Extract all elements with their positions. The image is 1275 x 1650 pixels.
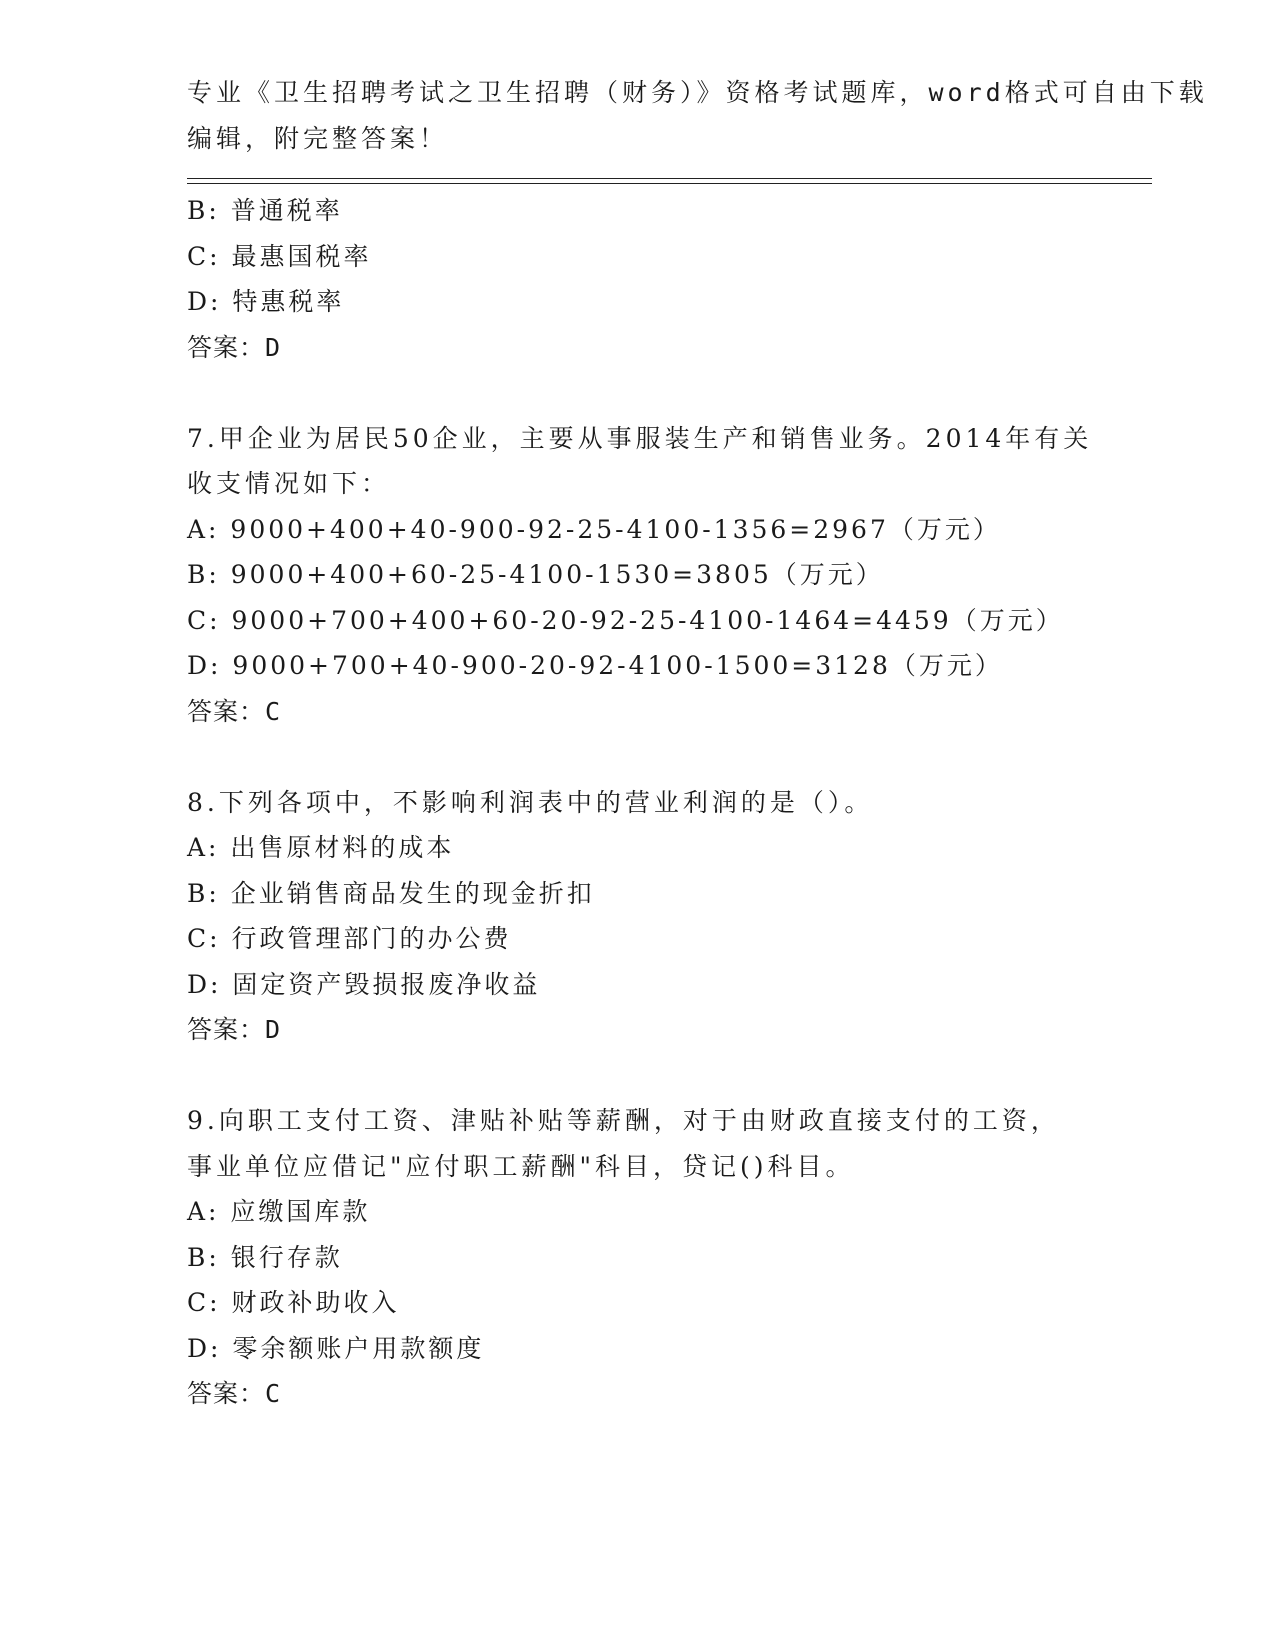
q8-option-a: A: 出售原材料的成本 — [187, 833, 455, 862]
q9-stem-line-1: 9.向职工支付工资、津贴补贴等薪酬，对于由财政直接支付的工资， — [187, 1106, 1060, 1135]
q7-option-a: A: 9000+400+40-900-92-25-4100-1356=2967（万元） — [187, 514, 1001, 544]
q7-option-c: C: 9000+700+400+60-20-92-25-4100-1464=4459（万元） — [187, 605, 1064, 635]
question-spacer — [187, 734, 1147, 780]
q8-answer: 答案：D — [187, 1015, 282, 1044]
q9-option-b: B: 银行存款 — [187, 1242, 343, 1272]
document-header — [187, 70, 1208, 161]
question-spacer — [187, 1053, 1147, 1099]
question-spacer — [187, 370, 1147, 416]
q9-stem-line-2: 事业单位应借记"应付职工薪酬"科目，贷记()科目。 — [187, 1151, 855, 1181]
q7-stem-line-1: 7.甲企业为居民50企业，主要从事服装生产和销售业务。2014年有关 — [187, 423, 1093, 453]
header-divider-bottom — [187, 183, 1152, 184]
question-9 — [187, 1098, 1147, 1417]
q6-option-b: B: 普通税率 — [187, 196, 343, 225]
question-7 — [187, 416, 1147, 735]
header-line-1: 专业《卫生招聘考试之卫生招聘（财务）》资格考试题库，word格式可自由下载 — [187, 78, 1208, 107]
q7-option-b: B: 9000+400+60-25-4100-1530=3805（万元） — [187, 560, 884, 589]
q6-option-c: C: 最惠国税率 — [187, 241, 372, 271]
question-list — [187, 188, 1147, 1417]
q8-stem-line-1: 8.下列各项中，不影响利润表中的营业利润的是（）。 — [187, 787, 874, 817]
q7-answer: 答案：C — [187, 696, 282, 726]
q6-option-d: D: 特惠税率 — [187, 287, 345, 316]
q8-option-b: B: 企业销售商品发生的现金折扣 — [187, 878, 595, 908]
q7-option-d: D: 9000+700+40-900-20-92-4100-1500=3128（万元） — [187, 651, 1003, 680]
q6-answer: 答案：D — [187, 332, 282, 362]
header-divider-top — [187, 178, 1152, 179]
question-6 — [187, 188, 1147, 370]
q9-option-c: C: 财政补助收入 — [187, 1288, 400, 1317]
q9-option-d: D: 零余额账户用款额度 — [187, 1333, 485, 1363]
q9-option-a: A: 应缴国库款 — [187, 1197, 371, 1226]
q9-answer: 答案：C — [187, 1379, 282, 1408]
q8-option-c: C: 行政管理部门的办公费 — [187, 924, 512, 953]
question-8 — [187, 780, 1147, 1053]
q8-option-d: D: 固定资产毁损报废净收益 — [187, 969, 541, 999]
header-line-2: 编辑，附完整答案！ — [187, 123, 449, 153]
q7-stem-line-2: 收支情况如下： — [187, 469, 391, 498]
